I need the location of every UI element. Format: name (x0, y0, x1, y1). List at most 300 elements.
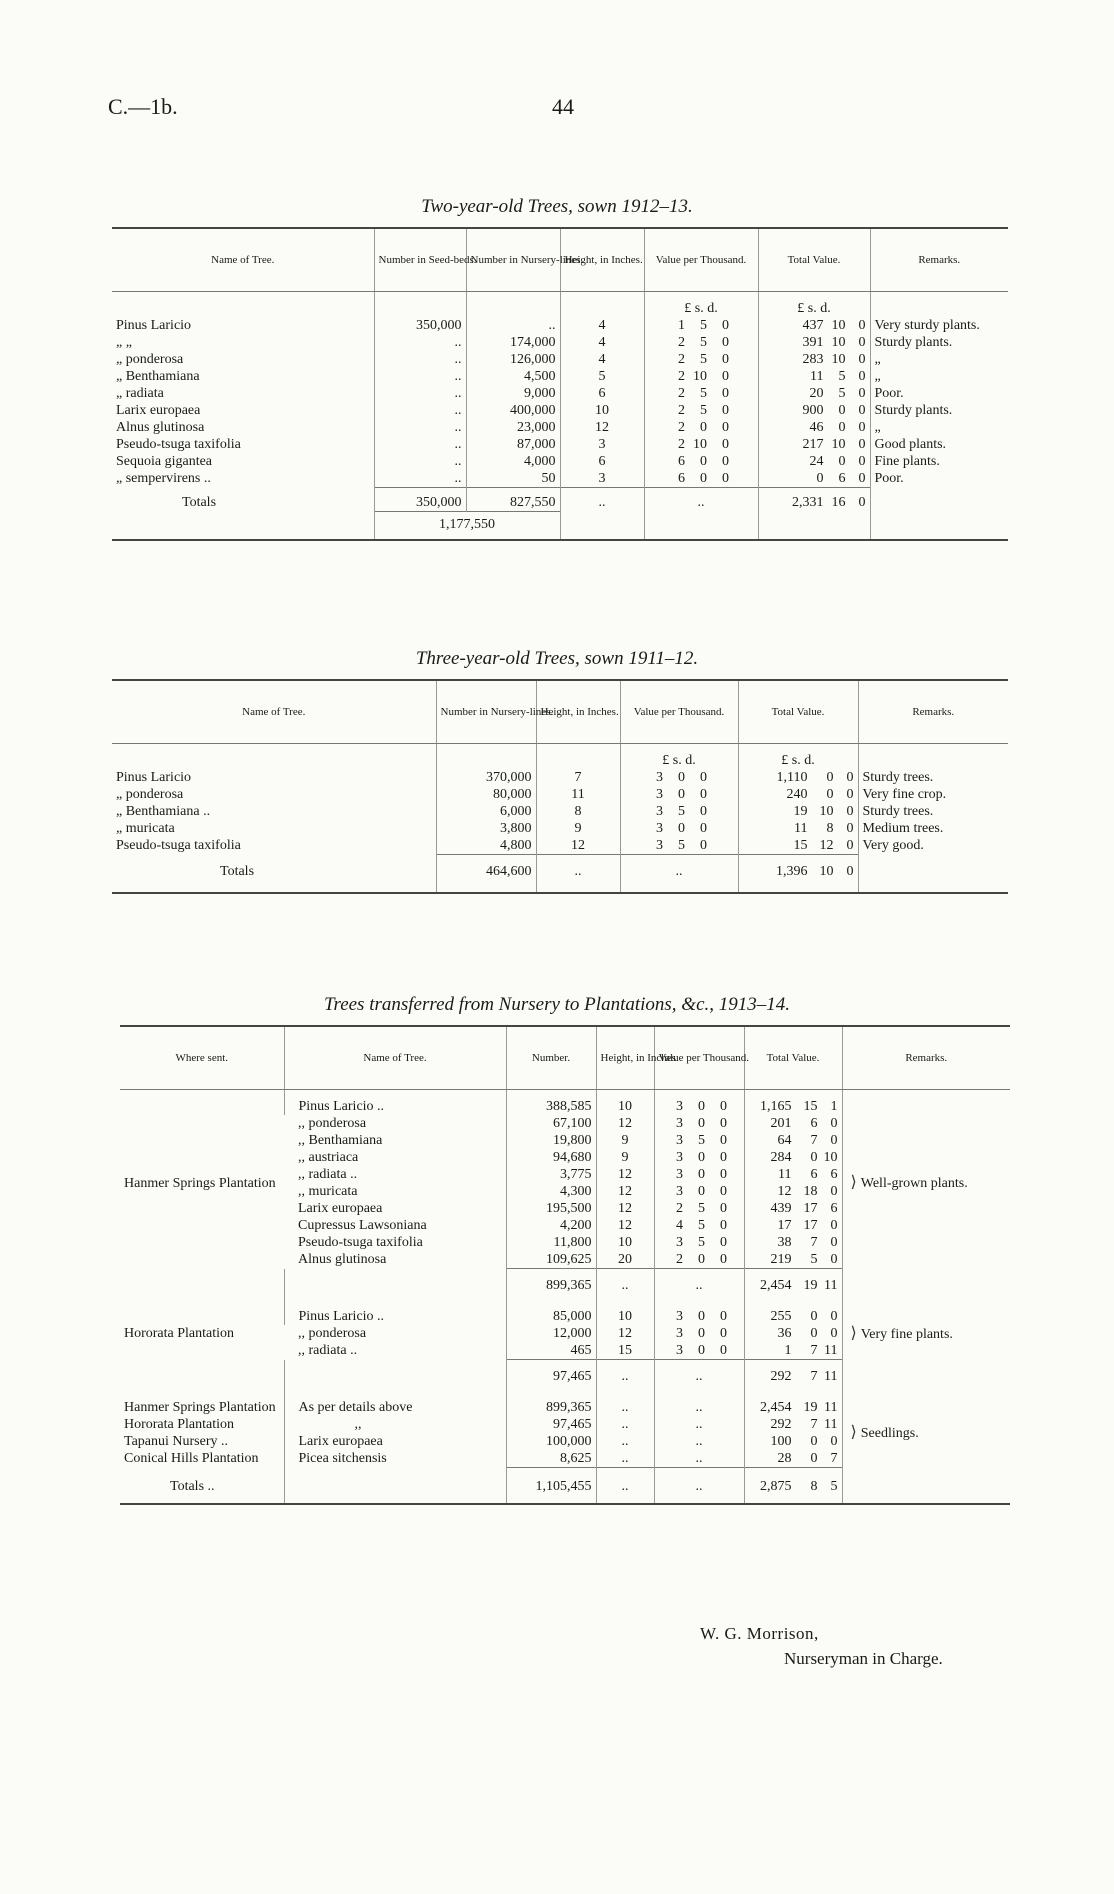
total-value-part: 11 (794, 821, 808, 836)
tree-name: ,, (354, 1417, 362, 1432)
value-per-thousand-part: 2 (676, 1201, 683, 1216)
height-inches: 10 (618, 1309, 632, 1324)
remarks: „ (874, 352, 881, 367)
total-value-part: 900 (802, 403, 824, 418)
table-row (112, 436, 1008, 453)
totals-vpt: .. (675, 864, 683, 879)
destination: Tapanui Nursery .. (124, 1434, 228, 1449)
total-value-part: 0 (810, 1309, 818, 1324)
grand-total-value (790, 494, 866, 511)
column-header: Value per Thousand. (620, 680, 738, 744)
total-value-part: 10 (831, 352, 846, 367)
tree-count: 85,000 (553, 1309, 592, 1324)
value-per-thousand-part: 5 (700, 386, 707, 401)
value-per-thousand-part: 2 (678, 369, 685, 384)
value-per-thousand-part: 3 (676, 1099, 683, 1114)
value-per-thousand-part: 2 (678, 335, 685, 350)
total-value-part: 28 (777, 1451, 792, 1466)
total-value-part: 11 (810, 369, 824, 384)
currency-units: £ s. d. (662, 753, 696, 768)
total-value-part: 0 (830, 1184, 838, 1199)
value-per-thousand-part: 0 (698, 1116, 705, 1131)
total-value-part: 15 (793, 838, 808, 853)
value-per-thousand (673, 470, 729, 487)
column-header: Number in Nursery-lines. (436, 680, 536, 744)
tree-name: Larix europaea (116, 403, 201, 418)
seed-bed-count: .. (454, 352, 462, 367)
total-value-part: 0 (838, 454, 846, 469)
grand-total-value-part: 0 (858, 495, 866, 510)
value-per-thousand-part: 0 (720, 1150, 727, 1165)
tree-count: 12,000 (553, 1326, 592, 1341)
value-per-thousand-part: 0 (722, 386, 729, 401)
remarks: Medium trees. (862, 821, 944, 836)
tree-name: Cupressus Lawsoniana (298, 1218, 427, 1233)
total-value-part: 0 (838, 403, 846, 418)
total-value-part: 0 (858, 403, 866, 418)
value-per-thousand (671, 1308, 727, 1325)
total-value (750, 1433, 838, 1450)
total-value-part: 12 (777, 1184, 792, 1199)
total-value (766, 837, 854, 854)
tree-name: Sequoia gigantea (116, 454, 213, 469)
total-value (750, 1251, 838, 1268)
column-header: Name of Tree. (112, 680, 436, 744)
table-row (112, 453, 1008, 470)
total-value (790, 368, 866, 385)
totals-label: Totals .. (170, 1478, 215, 1494)
table-row (112, 786, 1008, 803)
nursery-line-count: 50 (541, 471, 556, 486)
value-per-thousand-part: 3 (656, 821, 663, 836)
value-per-thousand-part: 0 (720, 1116, 727, 1131)
value-per-thousand (671, 1251, 727, 1268)
total-value-part: 0 (858, 318, 866, 333)
value-per-thousand-part: 10 (693, 437, 707, 452)
total-value-part: 18 (803, 1184, 818, 1199)
total-value-part: 11 (778, 1167, 792, 1182)
tree-count: 100,000 (546, 1434, 592, 1449)
tree-count: 11,800 (553, 1235, 592, 1250)
total-value-part: 6 (810, 1167, 818, 1182)
subtotal-value (750, 1277, 838, 1294)
tree-name: ,, ponderosa (298, 1326, 367, 1341)
total-value-part: 0 (816, 471, 824, 486)
total-value (766, 820, 854, 837)
total-value-part: 38 (777, 1235, 792, 1250)
nursery-line-count: .. (548, 318, 556, 333)
column-header: Total Value. (758, 228, 870, 292)
value-per-thousand-part: 0 (678, 787, 685, 802)
total-value (750, 1234, 838, 1251)
column-header: Name of Tree. (112, 228, 374, 292)
currency-units: £ s. d. (781, 753, 815, 768)
table1-title: Two-year-old Trees, sown 1912–13. (421, 196, 693, 217)
height-inches: 10 (595, 403, 609, 418)
grand-total-value-part: 1,396 (776, 864, 808, 879)
subtotal-value-part: 292 (770, 1369, 792, 1384)
total-value (766, 786, 854, 803)
total-value (750, 1399, 838, 1416)
total-value-part: 0 (858, 335, 866, 350)
value-per-thousand-part: 0 (722, 403, 729, 418)
value-per-thousand-part: 0 (720, 1309, 727, 1324)
tree-name: Pseudo-tsuga taxifolia (116, 437, 241, 452)
table-row (112, 317, 1008, 334)
value-per-thousand-part: 3 (676, 1116, 683, 1131)
totals-height: .. (574, 864, 582, 879)
total-value-part: 0 (846, 838, 854, 853)
total-value-part: 11 (824, 1400, 838, 1415)
total-value-part: 0 (858, 471, 866, 486)
tree-name: ,, muricata (298, 1184, 358, 1199)
height-inches: 10 (618, 1099, 632, 1114)
tree-count: 94,680 (553, 1150, 592, 1165)
totals-height: .. (598, 495, 606, 510)
nursery-line-count: 370,000 (486, 770, 532, 785)
value-per-thousand-part: 0 (720, 1218, 727, 1233)
value-per-thousand: .. (695, 1434, 703, 1449)
total-nursery-lines: 464,600 (486, 864, 532, 879)
remarks: Sturdy plants. (874, 403, 953, 418)
seed-bed-count: .. (454, 437, 462, 452)
grand-total-value (750, 1478, 838, 1495)
total-nursery-lines: 827,550 (510, 495, 556, 510)
table-row (112, 820, 1008, 837)
height-inches: 9 (574, 821, 582, 836)
total-value-part: 1,110 (776, 770, 808, 785)
value-per-thousand-part: 0 (698, 1167, 705, 1182)
tree-count: 8,625 (560, 1451, 592, 1466)
total-value-part: 0 (810, 1326, 818, 1341)
tree-name: Alnus glutinosa (298, 1252, 387, 1267)
total-value-part: 7 (810, 1343, 818, 1358)
remarks: Sturdy trees. (862, 770, 934, 785)
value-per-thousand-part: 6 (678, 471, 685, 486)
totals-label: Totals (182, 494, 217, 510)
total-value-part: 0 (830, 1133, 838, 1148)
height-inches: 8 (574, 804, 582, 819)
value-per-thousand-part: 0 (678, 770, 685, 785)
table-row (112, 385, 1008, 402)
total-value-part: 0 (858, 420, 866, 435)
value-per-thousand-part: 0 (698, 1343, 705, 1358)
total-value-part: 24 (809, 454, 824, 469)
total-value-part: 6 (830, 1201, 838, 1216)
tree-name: „ ponderosa (116, 787, 184, 802)
total-value-part: 292 (770, 1417, 792, 1432)
tree-count: 19,800 (553, 1133, 592, 1148)
total-value-part: 17 (777, 1218, 792, 1233)
total-value (750, 1166, 838, 1183)
total-value-part: 391 (802, 335, 824, 350)
totals-vpt: .. (695, 1479, 703, 1494)
value-per-thousand-part: 0 (698, 1184, 705, 1199)
value-per-thousand-part: 5 (698, 1201, 705, 1216)
value-per-thousand (673, 334, 729, 351)
total-value (766, 803, 854, 820)
table-row (112, 803, 1008, 820)
height-inches: 15 (618, 1343, 632, 1358)
value-per-thousand-part: 0 (698, 1099, 705, 1114)
total-value (750, 1149, 838, 1166)
tree-name: ,, radiata .. (298, 1343, 358, 1358)
total-value (790, 334, 866, 351)
total-value (750, 1183, 838, 1200)
total-value-part: 0 (826, 770, 834, 785)
height-inches: 3 (598, 437, 606, 452)
tree-count: 4,300 (560, 1184, 592, 1199)
subtotal-count: 899,365 (546, 1278, 592, 1293)
total-value-part: 0 (830, 1326, 838, 1341)
height-inches: 3 (598, 471, 606, 486)
tree-name: Alnus glutinosa (116, 420, 205, 435)
destination: Hororata Plantation (124, 1417, 235, 1432)
table-row (112, 334, 1008, 351)
total-value-part: 36 (777, 1326, 792, 1341)
column-header: Number in Seed-beds. (374, 228, 466, 292)
column-header: Total Value. (744, 1026, 842, 1090)
tree-count: 899,365 (546, 1400, 592, 1415)
tree-count: 4,200 (560, 1218, 592, 1233)
value-per-thousand (671, 1234, 727, 1251)
height-inches: 20 (618, 1252, 632, 1267)
table-row (112, 368, 1008, 385)
tree-count: 97,465 (553, 1417, 592, 1432)
column-header: Name of Tree. (284, 1026, 506, 1090)
total-value-part: 5 (810, 1252, 818, 1267)
seed-bed-count: .. (454, 386, 462, 401)
value-per-thousand-part: 2 (678, 420, 685, 435)
subtotal-value (750, 1368, 838, 1385)
subtotal-row (120, 1360, 1010, 1400)
total-seed-beds: 350,000 (416, 495, 462, 510)
tree-count: 3,775 (560, 1167, 592, 1182)
total-value-part: 15 (803, 1099, 818, 1114)
tree-name: ,, Benthamiana (298, 1133, 383, 1148)
subtotal-height: .. (621, 1369, 629, 1384)
remarks: Very sturdy plants. (874, 318, 980, 333)
value-per-thousand-part: 2 (678, 403, 685, 418)
total-value (750, 1115, 838, 1132)
table-row (112, 470, 1008, 488)
total-value-part: 1 (830, 1099, 838, 1114)
tree-name: ,, radiata .. (298, 1167, 358, 1182)
tree-name: Picea sitchensis (298, 1451, 387, 1466)
value-per-thousand-part: 0 (720, 1133, 727, 1148)
total-value-part: 0 (846, 821, 854, 836)
seed-bed-count: .. (454, 454, 462, 469)
tree-name: Pseudo-tsuga taxifolia (116, 838, 241, 853)
remarks: Poor. (874, 471, 904, 486)
total-value-part: 0 (858, 352, 866, 367)
value-per-thousand (671, 1183, 727, 1200)
group-remark: Well-grown plants. (860, 1176, 968, 1192)
total-value-part: 17 (803, 1218, 818, 1233)
nursery-line-count: 3,800 (500, 821, 532, 836)
total-value (790, 317, 866, 334)
totals-height: .. (621, 1479, 629, 1494)
tree-name: ,, ponderosa (298, 1116, 367, 1131)
remarks: Very good. (862, 838, 924, 853)
table3 (120, 1025, 1010, 1505)
height-inches: 12 (618, 1201, 632, 1216)
value-per-thousand-part: 2 (678, 437, 685, 452)
nursery-line-count: 4,500 (524, 369, 556, 384)
height-inches: 4 (598, 335, 606, 350)
tree-name: „ Benthamiana (116, 369, 200, 384)
total-value-part: 437 (802, 318, 824, 333)
value-per-thousand-part: 2 (676, 1252, 683, 1267)
tree-name: „ muricata (116, 821, 175, 836)
total-value-part: 7 (810, 1235, 818, 1250)
seed-bed-count: .. (454, 471, 462, 486)
seed-bed-count: .. (454, 369, 462, 384)
subtotal-value-part: 7 (810, 1369, 818, 1384)
total-value-part: 255 (770, 1309, 792, 1324)
value-per-thousand-part: 3 (656, 787, 663, 802)
value-per-thousand-part: 0 (720, 1201, 727, 1216)
total-value-part: 12 (819, 838, 834, 853)
total-value-part: 0 (858, 437, 866, 452)
value-per-thousand (671, 1149, 727, 1166)
value-per-thousand (671, 1115, 727, 1132)
page-number: 44 (552, 94, 574, 119)
total-value-part: 0 (830, 1116, 838, 1131)
total-value-part: 284 (770, 1150, 792, 1165)
height-inches: .. (621, 1451, 629, 1466)
value-per-thousand-part: 0 (698, 1150, 705, 1165)
table1 (112, 227, 1008, 541)
value-per-thousand-part: 0 (720, 1235, 727, 1250)
value-per-thousand-part: 0 (678, 821, 685, 836)
value-per-thousand (671, 1132, 727, 1149)
total-value-part: 7 (830, 1451, 838, 1466)
height-inches: 6 (598, 454, 606, 469)
tree-count: 109,625 (546, 1252, 592, 1267)
grand-total-value-part: 10 (819, 864, 834, 879)
table-row (112, 837, 1008, 855)
totals-row (112, 855, 1008, 894)
total-value-part: 6 (810, 1116, 818, 1131)
height-inches: 6 (598, 386, 606, 401)
value-per-thousand-part: 3 (676, 1309, 683, 1324)
total-value-part: 19 (793, 804, 808, 819)
tree-name: „ radiata (116, 386, 164, 401)
subtotal-row (120, 1269, 1010, 1309)
total-value-part: 6 (838, 471, 846, 486)
value-per-thousand-part: 0 (700, 838, 707, 853)
total-value-part: 6 (830, 1167, 838, 1182)
total-value-part: 20 (809, 386, 824, 401)
value-per-thousand-part: 2 (678, 352, 685, 367)
remarks: Very fine crop. (862, 787, 947, 802)
total-value-part: 64 (777, 1133, 792, 1148)
total-value-part: 0 (846, 804, 854, 819)
value-per-thousand-part: 3 (676, 1167, 683, 1182)
value-per-thousand (651, 837, 707, 854)
value-per-thousand: .. (695, 1400, 703, 1415)
total-value (750, 1132, 838, 1149)
value-per-thousand-part: 0 (722, 318, 729, 333)
tree-name: Pinus Laricio .. (298, 1099, 385, 1114)
tree-name: „ sempervirens .. (116, 471, 211, 486)
brace-icon: ⟩ (850, 1174, 861, 1192)
height-inches: 12 (618, 1218, 632, 1233)
value-per-thousand-part: 0 (722, 369, 729, 384)
subtotal-vpt: .. (695, 1278, 703, 1293)
nursery-line-count: 6,000 (500, 804, 532, 819)
column-header: Number. (506, 1026, 596, 1090)
value-per-thousand-part: 3 (676, 1184, 683, 1199)
table2 (112, 679, 1008, 894)
totals-row (120, 1468, 1010, 1505)
value-per-thousand-part: 0 (720, 1167, 727, 1182)
remarks: Sturdy plants. (874, 335, 953, 350)
value-per-thousand-part: 3 (676, 1326, 683, 1341)
total-value (790, 470, 866, 487)
tree-name: „ ponderosa (116, 352, 184, 367)
height-inches: 12 (571, 838, 585, 853)
height-inches: 4 (598, 352, 606, 367)
total-value-part: 439 (770, 1201, 792, 1216)
column-header: Total Value. (738, 680, 858, 744)
total-value-part: 10 (831, 318, 846, 333)
value-per-thousand-part: 0 (720, 1326, 727, 1341)
tree-name: Pinus Laricio (116, 770, 192, 785)
total-value (750, 1200, 838, 1217)
value-per-thousand-part: 0 (700, 821, 707, 836)
value-per-thousand-part: 3 (676, 1343, 683, 1358)
total-value (790, 453, 866, 470)
height-inches: .. (621, 1400, 629, 1415)
value-per-thousand (651, 820, 707, 837)
height-inches: 10 (618, 1235, 632, 1250)
height-inches: 12 (618, 1184, 632, 1199)
height-inches: 11 (571, 787, 585, 802)
value-per-thousand-part: 3 (656, 770, 663, 785)
column-header: Height, in Inches. (560, 228, 644, 292)
column-header: Height, in Inches. (536, 680, 620, 744)
group-remark: Very fine plants. (860, 1326, 953, 1342)
table-row (120, 1098, 1010, 1115)
total-value-part: 7 (810, 1133, 818, 1148)
total-value-part: 17 (803, 1201, 818, 1216)
value-per-thousand-part: 0 (700, 787, 707, 802)
tree-count: 465 (570, 1343, 592, 1358)
total-value-part: 10 (819, 804, 834, 819)
totals-label: Totals (220, 863, 255, 879)
table2-title: Three-year-old Trees, sown 1911–12. (415, 648, 699, 669)
value-per-thousand-part: 0 (700, 770, 707, 785)
tree-name: „ „ (116, 335, 132, 350)
total-value (750, 1325, 838, 1342)
value-per-thousand-part: 0 (720, 1343, 727, 1358)
grand-total-value-part: 5 (830, 1479, 838, 1494)
subtotal-value-part: 19 (803, 1278, 818, 1293)
value-per-thousand-part: 0 (722, 437, 729, 452)
tree-count: 67,100 (553, 1116, 592, 1131)
tree-name: As per details above (298, 1400, 413, 1415)
totals-vpt: .. (697, 495, 705, 510)
value-per-thousand (673, 419, 729, 436)
nursery-line-count: 4,000 (524, 454, 556, 469)
value-per-thousand-part: 0 (700, 471, 707, 486)
destination: Hanmer Springs Plantation (124, 1400, 276, 1415)
value-per-thousand-part: 0 (720, 1184, 727, 1199)
value-per-thousand-part: 0 (722, 335, 729, 350)
total-value-part: 10 (831, 335, 846, 350)
